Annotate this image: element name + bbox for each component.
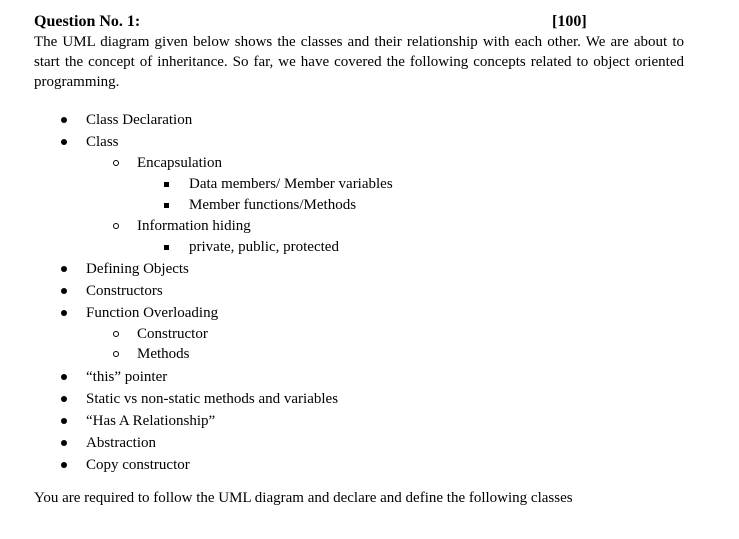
list-item-text: Class	[86, 134, 119, 150]
bullet-dot-icon	[61, 418, 67, 424]
bullet-circle-icon	[113, 223, 119, 229]
question-header	[34, 10, 694, 32]
bullet-circle-icon	[113, 351, 119, 357]
list-item-text: Function Overloading	[86, 305, 219, 321]
bullet-circle-icon	[113, 160, 119, 166]
intro-paragraph: The UML diagram given below shows the classes and their relationship with each other. We are about to start the concept of inheritance. So far, we have covered the following concepts related to object oriented programming.	[34, 34, 684, 90]
bullet-dot-icon	[61, 288, 67, 294]
list-item-text: Defining Objects	[86, 261, 189, 277]
list-item	[34, 389, 694, 409]
list-item-text: private, public, protected	[189, 239, 339, 255]
list-item-text: “this” pointer	[86, 369, 168, 385]
list-item	[34, 367, 694, 387]
list-item-text: Information hiding	[137, 218, 251, 234]
bullet-dot-icon	[61, 462, 67, 468]
document-page	[34, 10, 694, 506]
list-item	[34, 411, 694, 431]
list-item	[34, 281, 694, 301]
bullet-dot-icon	[61, 117, 67, 123]
bullet-square-icon	[164, 182, 169, 187]
list-item-text: “Has A Relationship”	[86, 413, 216, 429]
bullet-square-icon	[164, 203, 169, 208]
list-item	[34, 132, 694, 152]
closing-sentence: You are required to follow the UML diagram and declare and define the following classes	[34, 490, 573, 506]
list-item	[34, 153, 694, 173]
question-marks: [100]	[552, 13, 587, 30]
list-item	[34, 455, 694, 475]
list-item	[34, 110, 694, 130]
list-item	[34, 433, 694, 453]
question-title: Question No. 1:	[34, 13, 141, 30]
list-item	[34, 195, 694, 215]
list-item-text: Methods	[137, 346, 190, 362]
list-item-text: Static vs non-static methods and variables	[86, 391, 339, 407]
list-item	[34, 237, 694, 257]
list-item-text: Class Declaration	[86, 112, 193, 128]
list-item	[34, 303, 694, 323]
list-item-text: Constructors	[86, 283, 163, 299]
list-item-text: Member functions/Methods	[189, 197, 357, 213]
bullet-dot-icon	[61, 310, 67, 316]
list-item	[34, 216, 694, 236]
list-item	[34, 324, 694, 344]
list-item-text: Encapsulation	[137, 155, 222, 171]
bullet-dot-icon	[61, 374, 67, 380]
list-item	[34, 174, 694, 194]
bullet-dot-icon	[61, 440, 67, 446]
bullet-square-icon	[164, 245, 169, 250]
list-item-text: Constructor	[137, 326, 208, 342]
bullet-dot-icon	[61, 266, 67, 272]
bullet-circle-icon	[113, 331, 119, 337]
bullet-dot-icon	[61, 139, 67, 145]
bullet-dot-icon	[61, 396, 67, 402]
list-item-text: Abstraction	[86, 435, 156, 451]
list-item	[34, 344, 694, 364]
concept-list	[34, 110, 694, 490]
list-item-text: Copy constructor	[86, 457, 190, 473]
list-item-text: Data members/ Member variables	[189, 176, 393, 192]
list-item	[34, 259, 694, 279]
